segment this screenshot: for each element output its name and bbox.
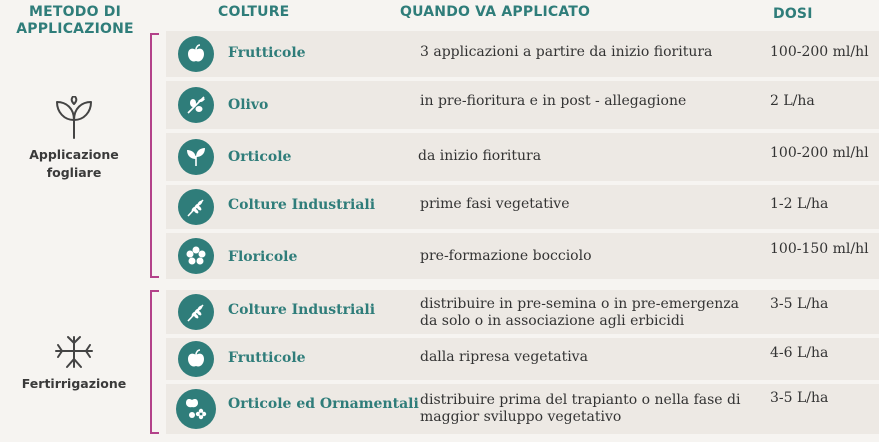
dose-value: 4-6 L/ha: [770, 345, 829, 361]
application-time: pre-formazione bocciolo: [420, 248, 592, 264]
dose-value: 3-5 L/ha: [770, 296, 829, 312]
crop-name: Colture Industriali: [228, 197, 376, 213]
method-fogliare: [0, 96, 148, 182]
method-label: Applicazione fogliare: [29, 147, 119, 180]
dose-value: 100-150 ml/hl: [770, 241, 869, 257]
flower-icon: [178, 238, 214, 274]
crop-name: Frutticole: [228, 45, 306, 61]
dose-value: 100-200 ml/hl: [770, 145, 869, 161]
apple-icon: [178, 36, 214, 72]
table-row: [166, 185, 879, 229]
header-colture: COLTURE: [218, 4, 290, 20]
crop-name: Orticole: [228, 149, 292, 165]
group-bracket-fertirrigazione: [150, 290, 152, 434]
header-dosi: DOSI: [773, 6, 813, 22]
application-time: distribuire in pre-semina o in pre-emergenza da solo o in associazione agli erbicidi: [420, 296, 739, 329]
method-label: Fertirrigazione: [21, 376, 127, 391]
application-time: dalla ripresa vegetativa: [420, 349, 588, 365]
apple-icon: [178, 341, 214, 377]
crop-name: Olivo: [228, 97, 269, 113]
apple-flower-icon: [176, 389, 216, 429]
application-time: prime fasi vegetative: [420, 196, 570, 212]
wheat-icon: [178, 189, 214, 225]
table-row: [166, 233, 879, 279]
table-row: [166, 81, 879, 129]
application-time: 3 applicazioni a partire da inizio fioritura: [420, 44, 713, 60]
olive-icon: [178, 87, 214, 123]
table-row: [166, 384, 879, 434]
dose-value: 1-2 L/ha: [770, 196, 829, 212]
dose-value: 100-200 ml/hl: [770, 44, 869, 60]
table-row: [166, 338, 879, 380]
group-bracket-fogliare: [150, 33, 152, 278]
table-row: [166, 133, 879, 181]
application-time: in pre-fioritura e in post - allegagione: [420, 93, 687, 109]
table-row: [166, 31, 879, 77]
crop-name: Orticole ed Ornamentali: [228, 396, 419, 412]
crop-name: Floricole: [228, 249, 298, 265]
application-time: da inizio fioritura: [418, 148, 542, 164]
header-method: METODO DI APPLICAZIONE: [16, 4, 134, 37]
leaves-icon: [178, 139, 214, 175]
dose-value: 2 L/ha: [770, 93, 815, 109]
dose-value: 3-5 L/ha: [770, 390, 829, 406]
crop-name: Colture Industriali: [228, 302, 376, 318]
crop-name: Frutticole: [228, 350, 306, 366]
table-row: [166, 290, 879, 334]
application-time: distribuire prima del trapianto o nella fase di maggior sviluppo vegetativo: [420, 392, 741, 425]
method-fertirrigazione: [0, 335, 148, 393]
sprout-icon: [54, 96, 94, 140]
header-quando: QUANDO VA APPLICATO: [400, 4, 591, 20]
roots-icon: [54, 335, 94, 369]
wheat-icon: [178, 294, 214, 330]
